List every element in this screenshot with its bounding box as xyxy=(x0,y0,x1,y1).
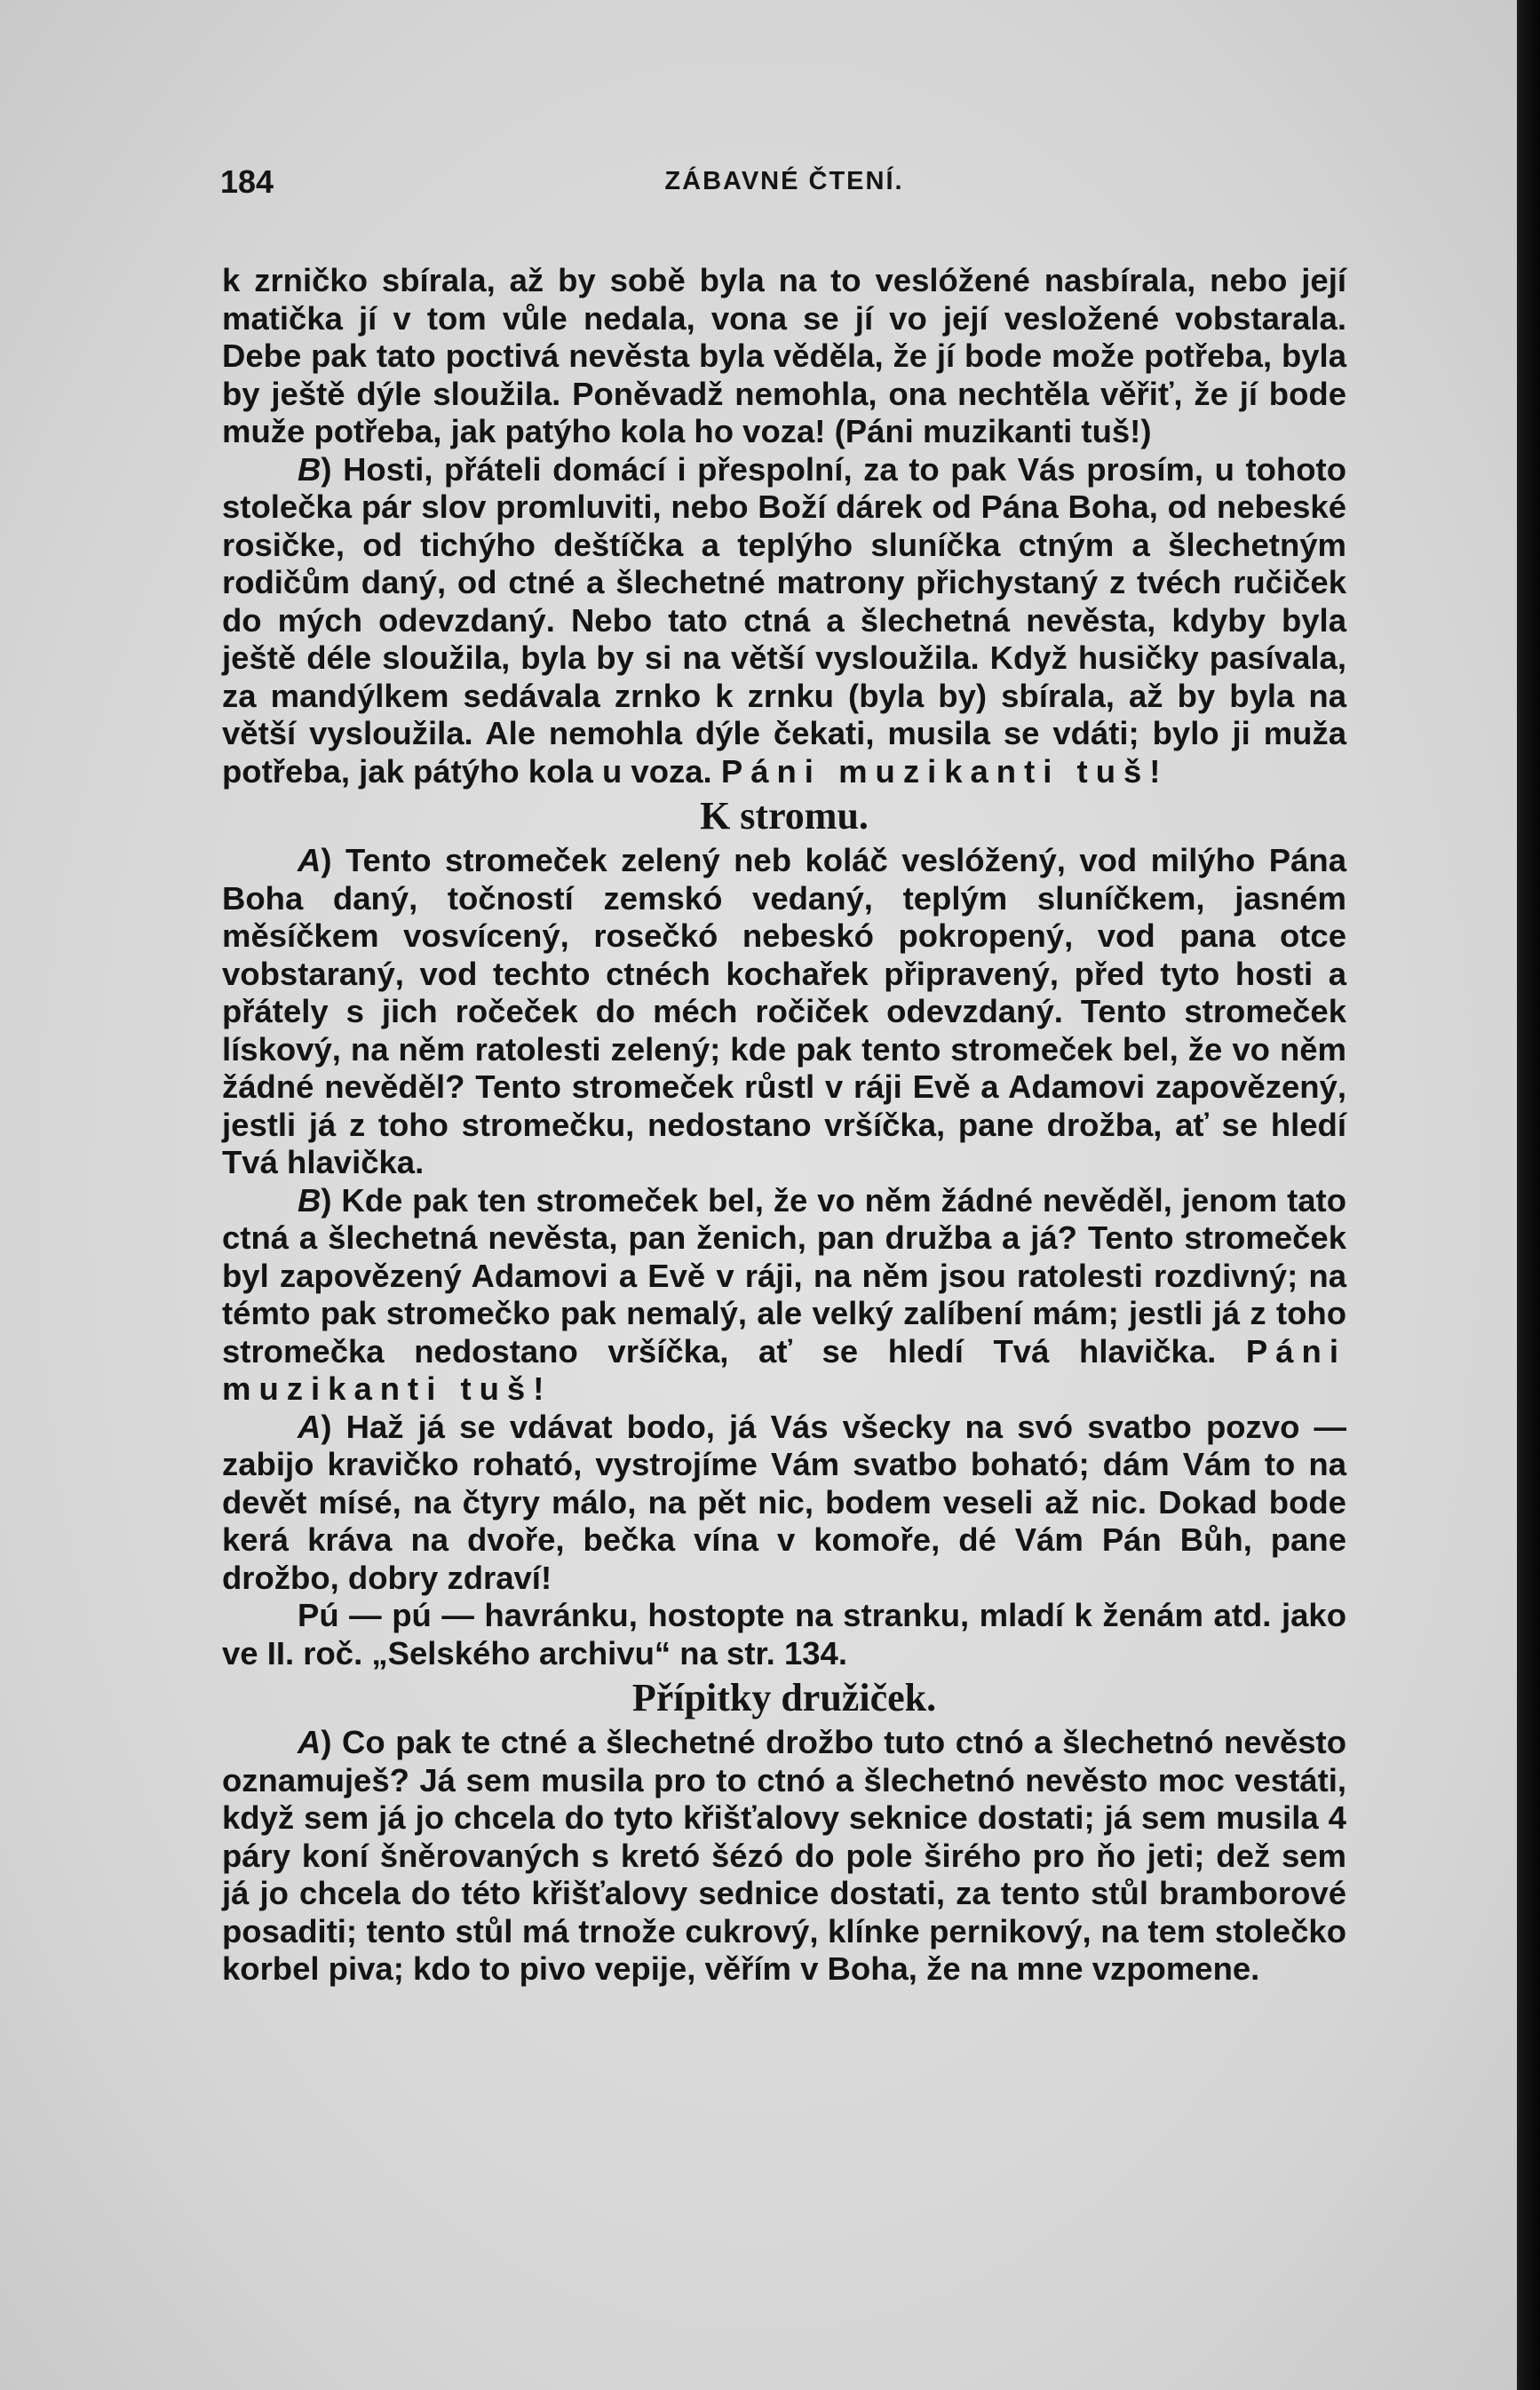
section-heading-k-stromu: K stromu. xyxy=(700,794,869,838)
paragraph-text: ) Hosti, přáteli domácí i přespolní, za to pak Vás prosím, u tohoto stolečka pár slov promluviti, nebo Boží dárek od Pána Boha, od nebeské rosičke, od tichýho deštíčka a teplýho sluníčka ctným a šlechetným rodičům daný, od ctné a šlechetné matrony přichystaný z tvéch ručiček do mých odevzdaný. Nebo tato ctná a šlechetná nevěsta, kdyby byla ještě déle sloužila, byla by si na větší vysloužila. Když husičky pasívala, za mandýlkem sedávala zrnko k zrnku (byla by) sbírala, až by byla na větší vysloužila. Ale nemohla dýle čekati, musila se vdáti; bylo ji muža potřeba, jak pátýho kola u voza. xyxy=(222,450,1346,790)
tush-exclamation: Páni muzikanti tuš! xyxy=(720,752,1169,790)
paragraph-text: ) Co pak te ctné a šlechetné drožbo tuto ctnó a šlechetnó nevěsto oznamuješ? Já sem musila pro to ctnó a šlechetnó nevěsto moc vestáti, když sem já jo chcela do tyto křišťalovy seknice dostati; já sem musila 4 páry koní šněrovaných s kretó šézó do pole širého pro ňo jeti; dež sem já jo chcela do této křišťalovy sednice dostati, za tento stůl bramborové posaditi; tento stůl má trnože cukrový, klínke pernikový, na tem stolečko korbel piva; kdo to pivo vepije, věřím v Boha, že na mne vzpomene. xyxy=(222,1724,1346,1987)
paragraph-text: ) Kde pak ten stromeček bel, že vo něm žádné nevěděl, jenom tato ctná a šlechetná nevěsta, pan ženich, pan družba a já? Tento stromeček byl zapovězený Adamovi a Evě v ráji, na něm jsou ratolesti rozdivný; na témto pak stromečko pak nemalý, ale velký zalíbení mám; jestli já z toho stromečka nedostano vršíčka, ať se hledí Tvá hlavička. xyxy=(222,1181,1346,1370)
paragraph-text: ) Haž já se vdávat bodo, já Vás všecky na svó svatbo pozvo — zabijo kravičko roható, vystrojíme Vám svatbo boható; dám Vám to na devět mísé, na čtyry málo, na pět nic, bodem veseli až nic. Dokad bode kerá kráva na dvoře, bečka vína v komoře, dé Vám Pán Bůh, pane drožbo, dobry zdraví! xyxy=(222,1408,1346,1596)
tush-exclamation: Páni muzikanti tuš! xyxy=(222,1332,1346,1407)
speaker-label: A xyxy=(298,842,321,878)
speaker-label: B xyxy=(298,1181,321,1219)
paragraph-continuation: k zrničko sbírala, až by sobě byla na to veslóžené nasbírala, nebo její matička jí v tom vůle nedala, vona se jí vo její vesložené vobstarala. Debe pak tato poctivá nevěsta byla věděla, že jí bode može potřeba, byla by ještě dýle sloužila. Poněvadž nemohla, ona nechtěla věřiť, že jí bode muže potřeba, jak patýho kola ho voza! (Páni muzikanti tuš!) xyxy=(222,262,1346,449)
paragraph-a-druzicky xyxy=(222,1724,1346,1989)
section-heading-pripitky: Přípitky družiček. xyxy=(631,1676,937,1719)
speaker-label: A xyxy=(298,1408,321,1445)
scan-dark-edge xyxy=(1517,0,1540,2390)
page-number: 184 xyxy=(220,163,274,200)
paragraph-a-stromecek xyxy=(222,842,1346,1182)
speaker-label: B xyxy=(298,450,321,488)
running-head xyxy=(220,158,1348,208)
body-text xyxy=(222,262,1346,1989)
paragraph-b-hosti xyxy=(222,451,1346,791)
paragraph-pu-pu: Pú — pú — havránku, hostopte na stranku, mladí k ženám atd. jako ve II. roč. „Selského archivu“ na str. 134. xyxy=(222,1597,1346,1671)
speaker-label: A xyxy=(298,1724,321,1760)
running-title: ZÁBAVNÉ ČTENÍ. xyxy=(664,167,904,195)
paragraph-a-svatba xyxy=(222,1409,1346,1598)
paragraph-text: ) Tento stromeček zelený neb koláč veslóžený, vod milýho Pána Boha daný, točností zemskó vedaný, teplým sluníčkem, jasném měsíčkem vosvícený, rosečkó nebeskó pokropený, vod pana otce vobstaraný, vod techto ctnéch kochařek připravený, před tyto hosti a přátely s jich ročeček do méch ročiček odevzdaný. Tento stromeček lískový, na něm ratolesti zelený; kde pak tento stromeček bel, že vo něm žádné nevěděl? Tento stromeček růstl v ráji Evě a Adamovi zapovězený, jestli já z toho stromečku, nedostano vršíčka, pane drožba, ať se hledí Tvá hlavička. xyxy=(222,842,1346,1180)
paragraph-b-stromecek xyxy=(222,1182,1346,1409)
